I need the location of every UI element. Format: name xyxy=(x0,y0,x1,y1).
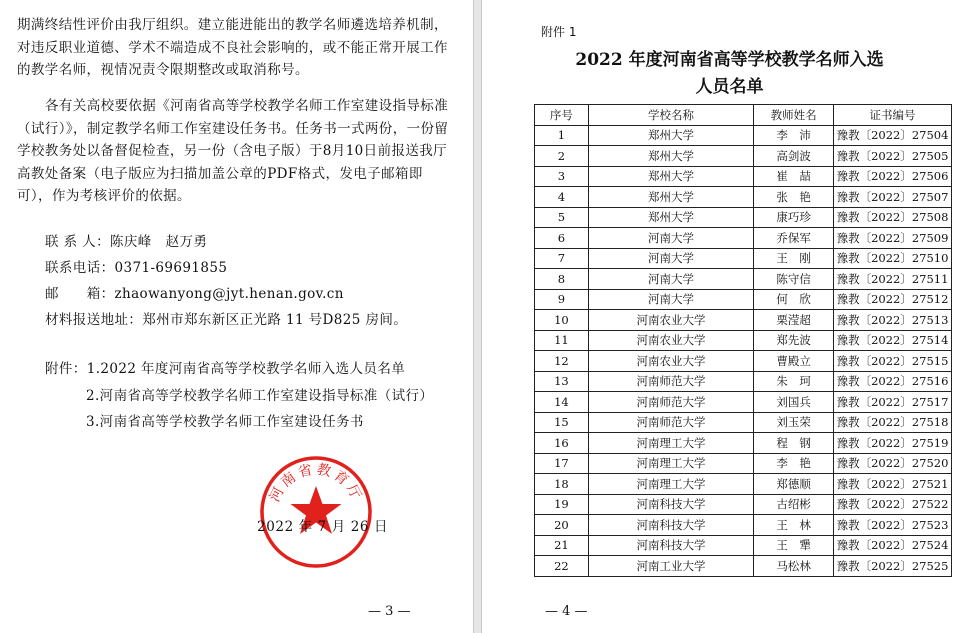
table-row xyxy=(535,351,952,372)
attachment-item-3: 3.河南省高等学校教学名师工作室建设任务书 xyxy=(86,414,364,430)
cell-certificate: 豫教〔2022〕27525 xyxy=(834,556,952,577)
seal-text: 河南省教育厅 xyxy=(266,461,366,505)
cell-school: 河南农业大学 xyxy=(588,310,753,331)
left-page xyxy=(0,0,473,633)
cell-school: 河南理工大学 xyxy=(588,474,753,495)
cell-teacher: 栗滢超 xyxy=(754,310,834,331)
cell-school: 河南理工大学 xyxy=(588,453,753,474)
cell-certificate: 豫教〔2022〕27515 xyxy=(834,351,952,372)
cell-certificate: 豫教〔2022〕27520 xyxy=(834,453,952,474)
cell-teacher: 王 刚 xyxy=(754,248,834,269)
table-row xyxy=(535,392,952,413)
cell-school: 郑州大学 xyxy=(588,207,753,228)
cell-teacher: 张 艳 xyxy=(754,187,834,208)
table-row xyxy=(535,371,952,392)
cell-index: 1 xyxy=(535,125,589,146)
cell-teacher: 朱 珂 xyxy=(754,371,834,392)
cell-teacher: 崔 喆 xyxy=(754,166,834,187)
cell-school: 河南大学 xyxy=(588,248,753,269)
cell-certificate: 豫教〔2022〕27507 xyxy=(834,187,952,208)
cell-index: 13 xyxy=(535,371,589,392)
cell-school: 河南科技大学 xyxy=(588,494,753,515)
table-row xyxy=(535,433,952,454)
cell-teacher: 王 犟 xyxy=(754,535,834,556)
cell-index: 22 xyxy=(535,556,589,577)
cell-school: 河南师范大学 xyxy=(588,412,753,433)
header-index: 序号 xyxy=(535,105,589,126)
cell-certificate: 豫教〔2022〕27517 xyxy=(834,392,952,413)
contact-person: 联 系 人：陈庆峰 赵万勇 xyxy=(45,234,208,250)
cell-certificate: 豫教〔2022〕27511 xyxy=(834,269,952,290)
contact-phone: 联系电话：0371-69691855 xyxy=(45,260,228,276)
cell-certificate: 豫教〔2022〕27504 xyxy=(834,125,952,146)
cell-teacher: 曹殿立 xyxy=(754,351,834,372)
cell-certificate: 豫教〔2022〕27519 xyxy=(834,433,952,454)
evaluation-paragraph: 期满终结性评价由我厅组织。建立能进能出的教学名师遴选培养机制，对违反职业道德、学术不端造成不良社会影响的，或不能正常开展工作的教学名师，视情况责令限期整改或取消称号。 xyxy=(17,17,448,78)
cell-school: 河南农业大学 xyxy=(588,330,753,351)
annex-label: 附件 1 xyxy=(541,25,577,39)
cell-index: 19 xyxy=(535,494,589,515)
cell-index: 12 xyxy=(535,351,589,372)
cell-index: 17 xyxy=(535,453,589,474)
table-row xyxy=(535,556,952,577)
cell-certificate: 豫教〔2022〕27508 xyxy=(834,207,952,228)
cell-school: 郑州大学 xyxy=(588,166,753,187)
table-row xyxy=(535,535,952,556)
cell-index: 14 xyxy=(535,392,589,413)
official-seal-icon xyxy=(258,454,374,570)
table-row xyxy=(535,310,952,331)
cell-index: 6 xyxy=(535,228,589,249)
cell-index: 8 xyxy=(535,269,589,290)
cell-certificate: 豫教〔2022〕27524 xyxy=(834,535,952,556)
cell-certificate: 豫教〔2022〕27518 xyxy=(834,412,952,433)
table-body xyxy=(535,125,952,576)
cell-teacher: 李 沛 xyxy=(754,125,834,146)
cell-index: 9 xyxy=(535,289,589,310)
cell-index: 7 xyxy=(535,248,589,269)
cell-teacher: 程 钢 xyxy=(754,433,834,454)
cell-school: 河南农业大学 xyxy=(588,351,753,372)
cell-certificate: 豫教〔2022〕27523 xyxy=(834,515,952,536)
cell-certificate: 豫教〔2022〕27514 xyxy=(834,330,952,351)
table-row xyxy=(535,187,952,208)
submission-address: 材料报送地址：郑州市郑东新区正光路 11 号D825 房间。 xyxy=(45,312,408,328)
header-teacher: 教师姓名 xyxy=(754,105,834,126)
cell-index: 3 xyxy=(535,166,589,187)
table-row xyxy=(535,146,952,167)
cell-index: 5 xyxy=(535,207,589,228)
cell-certificate: 豫教〔2022〕27516 xyxy=(834,371,952,392)
table-row xyxy=(535,330,952,351)
cell-index: 16 xyxy=(535,433,589,454)
table-row xyxy=(535,289,952,310)
table-row xyxy=(535,453,952,474)
cell-certificate: 豫教〔2022〕27512 xyxy=(834,289,952,310)
page-gutter xyxy=(473,0,482,633)
header-certificate: 证书编号 xyxy=(834,105,952,126)
cell-teacher: 马松林 xyxy=(754,556,834,577)
cell-index: 15 xyxy=(535,412,589,433)
list-title-line-2: 人员名单 xyxy=(695,77,764,97)
cell-index: 4 xyxy=(535,187,589,208)
cell-teacher: 刘国兵 xyxy=(754,392,834,413)
cell-school: 河南大学 xyxy=(588,269,753,290)
cell-school: 河南师范大学 xyxy=(588,371,753,392)
cell-school: 郑州大学 xyxy=(588,187,753,208)
teacher-list-table xyxy=(534,104,952,577)
cell-teacher: 刘玉荣 xyxy=(754,412,834,433)
document-date: 2022 年 7 月 26 日 xyxy=(257,519,389,535)
cell-index: 10 xyxy=(535,310,589,331)
attachment-item-2: 2.河南省高等学校教学名师工作室建设指导标准（试行） xyxy=(86,388,434,404)
contact-email: 邮 箱：zhaowanyong@jyt.henan.gov.cn xyxy=(45,286,344,302)
cell-certificate: 豫教〔2022〕27521 xyxy=(834,474,952,495)
table-row xyxy=(535,207,952,228)
table-row xyxy=(535,269,952,290)
cell-teacher: 郑德顺 xyxy=(754,474,834,495)
cell-index: 21 xyxy=(535,535,589,556)
table-row xyxy=(535,494,952,515)
cell-school: 郑州大学 xyxy=(588,146,753,167)
table-row xyxy=(535,228,952,249)
cell-school: 河南工业大学 xyxy=(588,556,753,577)
cell-certificate: 豫教〔2022〕27522 xyxy=(834,494,952,515)
table-row xyxy=(535,166,952,187)
cell-certificate: 豫教〔2022〕27505 xyxy=(834,146,952,167)
cell-teacher: 李 艳 xyxy=(754,453,834,474)
cell-index: 2 xyxy=(535,146,589,167)
cell-index: 20 xyxy=(535,515,589,536)
cell-teacher: 古绍彬 xyxy=(754,494,834,515)
table-header-row xyxy=(535,105,952,126)
task-paragraph: 各有关高校要依据《河南省高等学校教学名师工作室建设指导标准（试行）》，制定教学名师工作室建设任务书。任务书一式两份，一份留学校教务处以备督促检查，另一份（含电子版）于8月10日前报送我厅高教处备案（电子版应为扫描加盖公章的PDF格式，发电子邮箱即可），作为考核评价的依据。 xyxy=(17,98,449,204)
table-row xyxy=(535,412,952,433)
cell-certificate: 豫教〔2022〕27509 xyxy=(834,228,952,249)
page-number-left: — 3 — xyxy=(368,604,411,619)
cell-school: 河南师范大学 xyxy=(588,392,753,413)
table-row xyxy=(535,248,952,269)
table-row xyxy=(535,474,952,495)
cell-school: 河南科技大学 xyxy=(588,535,753,556)
cell-certificate: 豫教〔2022〕27513 xyxy=(834,310,952,331)
cell-teacher: 康巧珍 xyxy=(754,207,834,228)
cell-school: 河南大学 xyxy=(588,228,753,249)
header-school: 学校名称 xyxy=(588,105,753,126)
cell-certificate: 豫教〔2022〕27506 xyxy=(834,166,952,187)
cell-school: 河南理工大学 xyxy=(588,433,753,454)
cell-teacher: 王 林 xyxy=(754,515,834,536)
cell-school: 河南科技大学 xyxy=(588,515,753,536)
cell-certificate: 豫教〔2022〕27510 xyxy=(834,248,952,269)
table-row xyxy=(535,125,952,146)
cell-index: 11 xyxy=(535,330,589,351)
table-row xyxy=(535,515,952,536)
attachment-item-1: 附件：1.2022 年度河南省高等学校教学名师入选人员名单 xyxy=(45,361,406,377)
page-number-right: — 4 — xyxy=(545,604,588,619)
cell-teacher: 高剑波 xyxy=(754,146,834,167)
cell-school: 河南大学 xyxy=(588,289,753,310)
cell-teacher: 何 欣 xyxy=(754,289,834,310)
cell-teacher: 郑先波 xyxy=(754,330,834,351)
cell-teacher: 乔保军 xyxy=(754,228,834,249)
cell-teacher: 陈守信 xyxy=(754,269,834,290)
list-title-line-1: 2022 年度河南省高等学校教学名师入选 xyxy=(575,50,884,70)
cell-school: 郑州大学 xyxy=(588,125,753,146)
cell-index: 18 xyxy=(535,474,589,495)
